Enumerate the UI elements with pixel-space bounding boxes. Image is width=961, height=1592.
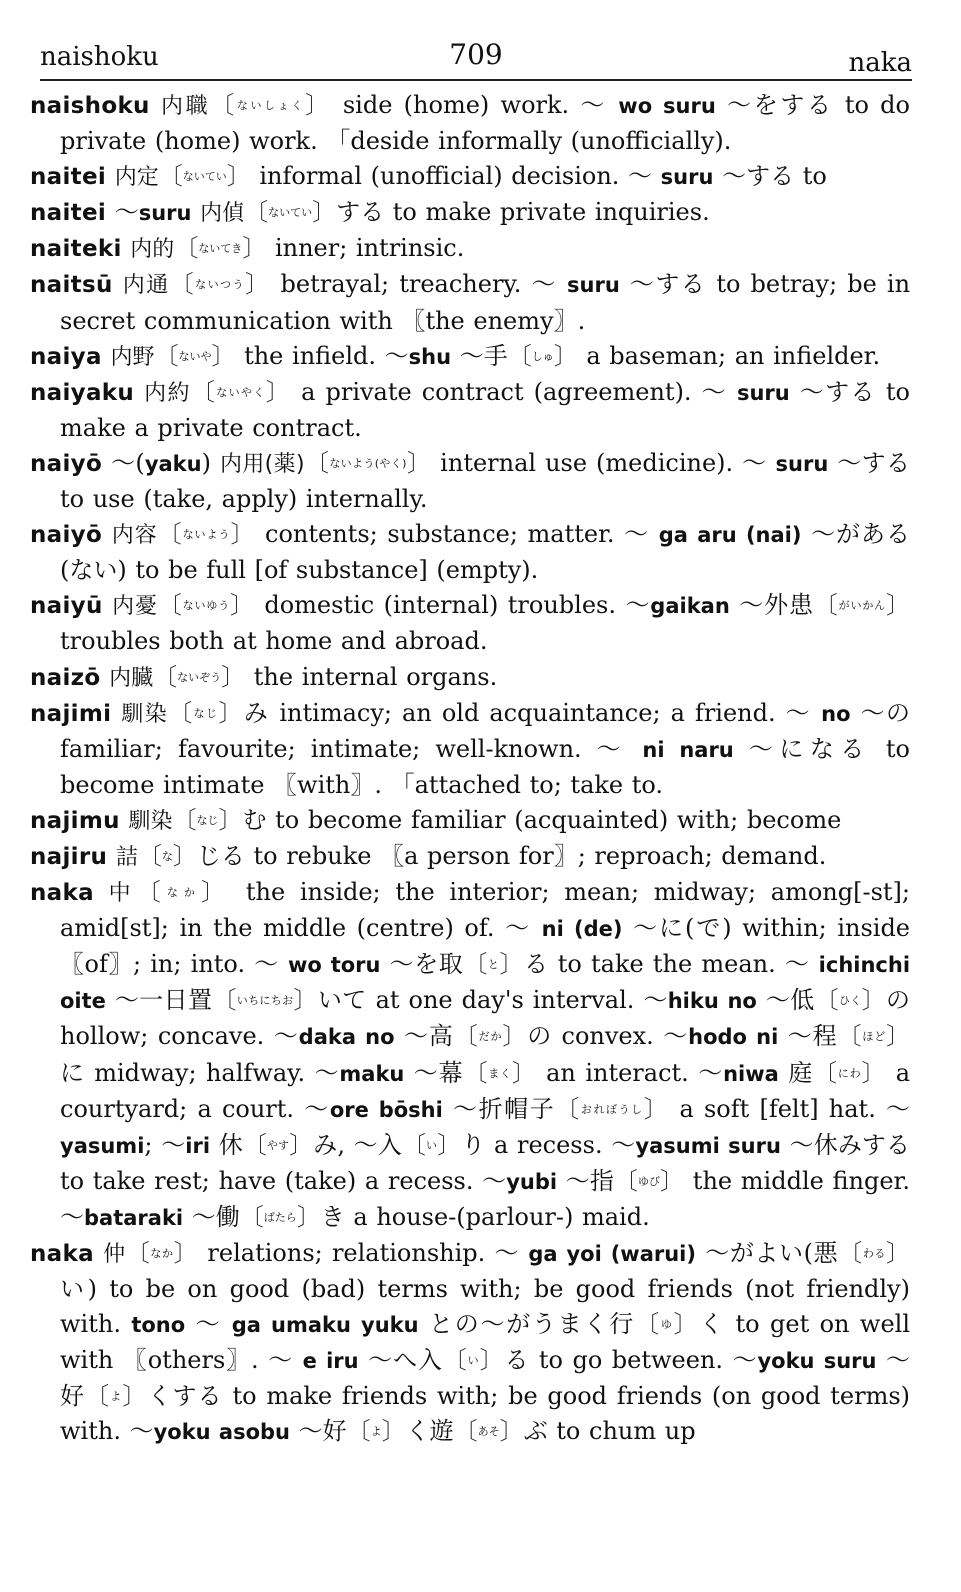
reading-bracket: 〔 xyxy=(838,1239,863,1267)
reading-bracket: 〔 xyxy=(210,91,237,119)
subentry-romaji: yubi xyxy=(506,1169,558,1194)
reading-bracket: 〔 xyxy=(242,1130,267,1159)
reading-bracket: 〕 xyxy=(244,270,271,299)
reading-bracket: 〕 xyxy=(221,662,246,691)
dictionary-entry: naka 中〔なか〕 the inside; the interior; mean; midway; among[-st]; amid[st]; in the middle (centre) of. ～ ni (de) ～に(で) within; inside 〖of〗; in; into. ～ wo toru ～を取〔と〕る to take the mean. ～ ichinchi oite ～一日置〔いちにちお〕いて at one day's interval. ～hiku no ～低〔ひく〕の hollow; concave. ～daka no ～高〔だか〕の convex. ～hodo ni ～程〔ほど〕に midway; halfway. ～maku ～幕〔まく〕 an interact. ～niwa 庭〔にわ〕 a courtyard; a court. ～ore bōshi ～折帽子〔おれぼうし〕 a soft [felt] hat. ～yasumi; ～iri 休〔やす〕み, ～入〔い〕り a recess. ～yasumi suru ～休みする to take rest; have (take) a recess. ～yubi ～指〔ゆび〕 the middle finger. ～bataraki ～働〔ばたら〕き a house-(parlour-) maid. xyxy=(30,878,911,1231)
reading-bracket: 〕 xyxy=(660,1166,685,1195)
reading-bracket: 〕 xyxy=(886,1239,911,1267)
kanji: 中 xyxy=(108,881,137,907)
reading-bracket: 〕 xyxy=(502,1022,528,1051)
header-rule xyxy=(40,79,912,81)
reading-bracket: 〕 xyxy=(511,1058,537,1087)
reading-bracket: 〔 xyxy=(814,986,839,1015)
headword: naitsū xyxy=(30,272,113,299)
subentry-romaji: shu xyxy=(408,344,452,369)
subentry-romaji: maku xyxy=(339,1061,405,1086)
reading-ruby: ほど xyxy=(862,1030,887,1044)
kanji: 内通 xyxy=(122,273,170,299)
kanji: 内約 xyxy=(144,380,191,406)
reading-bracket: 〕 xyxy=(312,198,337,227)
reading-ruby: しゅ xyxy=(531,349,554,363)
reading-bracket: 〔 xyxy=(555,1094,581,1123)
reading-bracket: 〕 xyxy=(304,91,332,119)
reading-bracket: 〔 xyxy=(154,341,179,370)
headword: naka xyxy=(30,1241,94,1267)
subentry-romaji: yasumi xyxy=(60,1133,145,1158)
kanji: 内容 xyxy=(111,523,158,549)
kanji: 内的 xyxy=(130,237,175,263)
reading-bracket: 〔 xyxy=(239,1202,264,1231)
reading-ruby: がいかん xyxy=(838,599,887,613)
subentry-romaji: iri xyxy=(185,1133,211,1158)
dictionary-entry: najimi 馴染〔なじ〕み intimacy; an old acquaintance; a friend. ～ no ～の familiar; favourite; intimate; well-known. ～ ni naru ～になる to become intimate 〖with〗. 「attached to; take to. xyxy=(30,698,911,799)
reading-bracket: 〔 xyxy=(157,591,183,620)
reading-ruby: だか xyxy=(478,1030,503,1044)
reading-ruby: な xyxy=(161,849,173,863)
reading-ruby: い xyxy=(425,1138,438,1152)
reading-bracket: 〕 xyxy=(218,805,243,834)
entry-list xyxy=(30,88,910,1451)
subentry-romaji: bataraki xyxy=(84,1205,184,1230)
reading-ruby: やす xyxy=(266,1138,290,1152)
dictionary-entry: naiyū 内憂〔ないゆう〕 domestic (internal) troubles. ～gaikan ～外患〔がいかん〕 troubles both at home and abroad. xyxy=(30,591,911,656)
subentry-romaji: ni (de) xyxy=(541,917,623,942)
reading-bracket: 〕 xyxy=(643,1094,670,1123)
reading-ruby: よ xyxy=(370,1425,382,1439)
dictionary-entry: naka 仲〔なか〕 relations; relationship. ～ ga yoi (warui) ～がよい(悪〔わる〕い) to be on good (bad) terms with; be good friends (not friendly) with. tono ～ ga umaku yuku との～がうまく行〔ゆ〕く to get on well with 〖others〗. ～ e iru ～へ入〔い〕る to go between. ～yoku suru ～好〔よ〕くする to make friends with; be good friends (on good terms) with. ～yoku asobu ～好〔よ〕く遊〔あそ〕ぶ to chum up xyxy=(30,1239,911,1446)
reading-bracket: 〔 xyxy=(137,841,162,870)
reading-ruby: ないや xyxy=(178,349,212,363)
kanji: 内用(薬) xyxy=(219,451,305,477)
reading-bracket: 〔 xyxy=(244,198,269,227)
reading-bracket: 〕 xyxy=(230,591,255,620)
dictionary-entry: najiru 詰〔な〕じる to rebuke 〖a person for〗; reproach; demand. xyxy=(30,841,827,870)
headword: najiru xyxy=(30,843,108,870)
reading-ruby: ないつう xyxy=(195,278,245,292)
reading-ruby: ゆび xyxy=(637,1174,661,1188)
kanji: 内野 xyxy=(110,344,155,370)
dictionary-entry: naizō 内臓〔ないぞう〕 the internal organs. xyxy=(30,662,498,691)
subentry-romaji: ni naru xyxy=(642,737,734,762)
subentry-romaji: yoku asobu xyxy=(153,1420,291,1445)
subentry-romaji: niwa xyxy=(723,1061,779,1086)
reading-bracket: 〕 xyxy=(211,341,236,370)
reading-bracket: 〔 xyxy=(157,520,183,549)
subentry-romaji: no xyxy=(821,701,851,726)
headword: naiyō xyxy=(30,450,103,477)
reading-ruby: ないしょく xyxy=(236,99,305,112)
subentry-romaji: daka no xyxy=(298,1025,395,1050)
reading-bracket: 〔 xyxy=(442,1346,468,1375)
reading-bracket: 〕 xyxy=(381,1417,406,1446)
reading-bracket: 〕 xyxy=(861,1058,887,1087)
dictionary-entry: naiteki 内的〔ないてき〕 inner; intrinsic. xyxy=(30,234,465,263)
page-number: 709 xyxy=(449,38,503,71)
reading-ruby: いちにちお xyxy=(236,994,294,1008)
reading-ruby: わる xyxy=(862,1247,887,1260)
reading-bracket: 〔 xyxy=(813,591,839,620)
reading-bracket: 〕 xyxy=(226,162,251,191)
reading-bracket: 〕 xyxy=(499,950,525,979)
reading-bracket: 〕 xyxy=(886,1022,911,1051)
subentry-romaji: yoku suru xyxy=(757,1349,877,1374)
subentry-romaji: suru xyxy=(736,380,790,405)
reading-bracket: 〔 xyxy=(125,1239,151,1267)
headword: naitei xyxy=(30,164,107,191)
reading-bracket: 〕 xyxy=(479,1346,505,1375)
dictionary-entry: naitei ～suru 内偵〔ないてい〕する to make private inquiries. xyxy=(30,198,710,227)
subentry-romaji: suru xyxy=(567,273,620,298)
reading-ruby: ゆ xyxy=(660,1318,674,1332)
dictionary-entry: naiya 内野〔ないや〕 the infield. ～shu ～手〔しゅ〕 a baseman; an infielder. xyxy=(30,341,881,370)
subentry-romaji: ore bōshi xyxy=(329,1097,443,1122)
reading-bracket: 〕 xyxy=(437,1130,462,1159)
reading-bracket: 〔 xyxy=(463,1058,489,1087)
reading-bracket: 〔 xyxy=(304,448,330,477)
headword: najimu xyxy=(30,807,120,834)
reading-ruby: ひく xyxy=(838,994,862,1008)
reading-bracket: 〔 xyxy=(613,1166,638,1195)
reading-bracket: 〕 xyxy=(553,341,578,370)
reading-bracket: 〔 xyxy=(401,1130,426,1159)
headword: najimi xyxy=(30,700,112,727)
kanji: 仲 xyxy=(103,1242,126,1267)
reading-bracket: 〔 xyxy=(453,1417,478,1446)
reading-ruby: おれぼうし xyxy=(580,1102,644,1116)
reading-ruby: よ xyxy=(110,1390,123,1404)
reading-ruby: にわ xyxy=(837,1066,862,1080)
reading-bracket: 〔 xyxy=(85,1382,111,1411)
reading-ruby: ないよう xyxy=(182,528,231,542)
reading-bracket: 〔 xyxy=(158,162,183,191)
reading-bracket: 〔 xyxy=(507,341,532,370)
headword: naiya xyxy=(30,343,102,370)
subentry-romaji: suru xyxy=(775,451,829,476)
reading-ruby: ばたら xyxy=(263,1210,297,1224)
dictionary-entry: naiyaku 内約〔ないやく〕 a private contract (agreement). ～ suru ～する to make a private contract. xyxy=(30,377,910,442)
dictionary-entry: naiyō ～(yaku) 内用(薬)〔ないよう(やく)〕 internal use (medicine). ～ suru ～する to use (take, apply) internally. xyxy=(30,448,911,514)
reading-bracket: 〕 xyxy=(861,986,887,1015)
reading-ruby: ないやく xyxy=(216,385,266,399)
reading-bracket: 〕 xyxy=(172,841,197,870)
reading-bracket: 〔 xyxy=(168,698,194,727)
kanji: 馴染 xyxy=(121,701,169,727)
reading-bracket: 〔 xyxy=(212,986,237,1015)
subentry-romaji: e iru xyxy=(302,1349,359,1374)
dictionary-entry: naitsū 内通〔ないつう〕 betrayal; treachery. ～ suru ～する to betray; be in secret communication with 〖the enemy〗. xyxy=(30,270,911,335)
reading-bracket: 〔 xyxy=(463,950,488,979)
kanji: 馴染 xyxy=(128,808,173,834)
reading-bracket: 〕 xyxy=(173,1239,199,1267)
reading-bracket: 〔 xyxy=(136,878,167,907)
reading-ruby: ないてい xyxy=(182,170,227,184)
kanji: 内偵 xyxy=(200,201,245,227)
reading-bracket: 〔 xyxy=(837,1022,863,1051)
reading-bracket: 〔 xyxy=(453,1022,479,1051)
kanji: 内憂 xyxy=(112,594,158,620)
headword: naka xyxy=(30,880,94,907)
subentry-romaji: tono xyxy=(131,1313,186,1338)
subentry-romaji: suru xyxy=(660,165,714,190)
headword: naiyō xyxy=(30,522,103,549)
reading-bracket: 〕 xyxy=(673,1310,700,1339)
reading-ruby: あそ xyxy=(477,1425,500,1439)
reading-ruby: なじ xyxy=(193,706,219,720)
headword: naishoku xyxy=(30,93,150,119)
dictionary-entry: naitei 内定〔ないてい〕 informal (unofficial) decision. ～ suru ～する to xyxy=(30,162,827,191)
kanji: 内職 xyxy=(160,94,211,119)
dictionary-entry: najimu 馴染〔なじ〕む to become familiar (acquainted) with; become xyxy=(30,805,842,834)
reading-ruby: まく xyxy=(488,1066,512,1080)
reading-ruby: と xyxy=(487,958,500,972)
subentry-romaji: hiku no xyxy=(667,989,757,1014)
subentry-romaji: yaku xyxy=(144,451,202,476)
kanji: 内定 xyxy=(114,165,159,191)
subentry-romaji: ga umaku yuku xyxy=(231,1313,419,1338)
reading-bracket: 〔 xyxy=(813,1058,838,1087)
subentry-romaji: suru xyxy=(138,201,192,226)
reading-ruby: なじ xyxy=(196,813,219,827)
reading-ruby: ないよう(やく) xyxy=(329,456,407,470)
reading-bracket: 〕 xyxy=(265,377,292,406)
reading-bracket: 〕 xyxy=(296,1202,321,1231)
reading-bracket: 〕 xyxy=(293,986,318,1015)
subentry-romaji: gaikan xyxy=(650,594,730,619)
kanji: 内臓 xyxy=(109,665,154,691)
reading-bracket: 〕 xyxy=(230,520,256,549)
reading-bracket: 〕 xyxy=(201,878,232,907)
reading-bracket: 〔 xyxy=(153,662,178,691)
running-head xyxy=(40,38,912,78)
subentry-romaji: ichinchi oite xyxy=(60,953,911,1014)
guide-word-right: naka xyxy=(848,48,912,78)
reading-ruby: い xyxy=(467,1354,480,1368)
reading-ruby: なか xyxy=(166,886,202,900)
dictionary-entry: naishoku 内職〔ないしょく〕 side (home) work. ～ wo suru ～をする to do private (home) work. 「deside informally (unofficially). xyxy=(30,91,910,156)
reading-bracket: 〕 xyxy=(122,1382,148,1411)
headword: naiyū xyxy=(30,593,103,620)
dictionary-entry: naiyō 内容〔ないよう〕 contents; substance; matter. ～ ga aru (nai) ～がある(ない) to be full [of substance] (empty). xyxy=(30,520,910,585)
reading-ruby: なか xyxy=(150,1247,174,1260)
reading-bracket: 〔 xyxy=(174,234,199,263)
reading-bracket: 〔 xyxy=(172,805,197,834)
reading-bracket: 〕 xyxy=(886,591,911,620)
reading-bracket: 〕 xyxy=(242,234,267,263)
headword: naitei xyxy=(30,200,107,227)
reading-bracket: 〔 xyxy=(190,377,217,406)
reading-bracket: 〔 xyxy=(635,1310,661,1339)
headword: naiteki xyxy=(30,236,122,263)
reading-bracket: 〕 xyxy=(218,698,244,727)
reading-bracket: 〕 xyxy=(289,1130,314,1159)
guide-word-left: naishoku xyxy=(40,42,159,72)
kanji: 詰 xyxy=(115,844,138,870)
reading-bracket: 〕 xyxy=(406,448,432,477)
headword: naiyaku xyxy=(30,379,135,406)
subentry-romaji: ga aru (nai) xyxy=(658,523,802,548)
reading-ruby: ないぞう xyxy=(177,670,222,684)
subentry-romaji: wo suru xyxy=(618,94,716,118)
reading-bracket: 〔 xyxy=(346,1417,371,1446)
headword: naizō xyxy=(30,664,101,691)
subentry-romaji: ga yoi (warui) xyxy=(528,1242,696,1266)
subentry-romaji: wo toru xyxy=(288,953,381,978)
subentry-romaji: yasumi suru xyxy=(635,1133,781,1158)
reading-bracket: 〕 xyxy=(499,1417,524,1446)
reading-ruby: ないてき xyxy=(198,242,243,256)
reading-bracket: 〔 xyxy=(169,270,196,299)
reading-ruby: ないゆう xyxy=(182,599,231,613)
reading-ruby: ないてい xyxy=(268,206,313,220)
subentry-romaji: hodo ni xyxy=(688,1025,779,1050)
